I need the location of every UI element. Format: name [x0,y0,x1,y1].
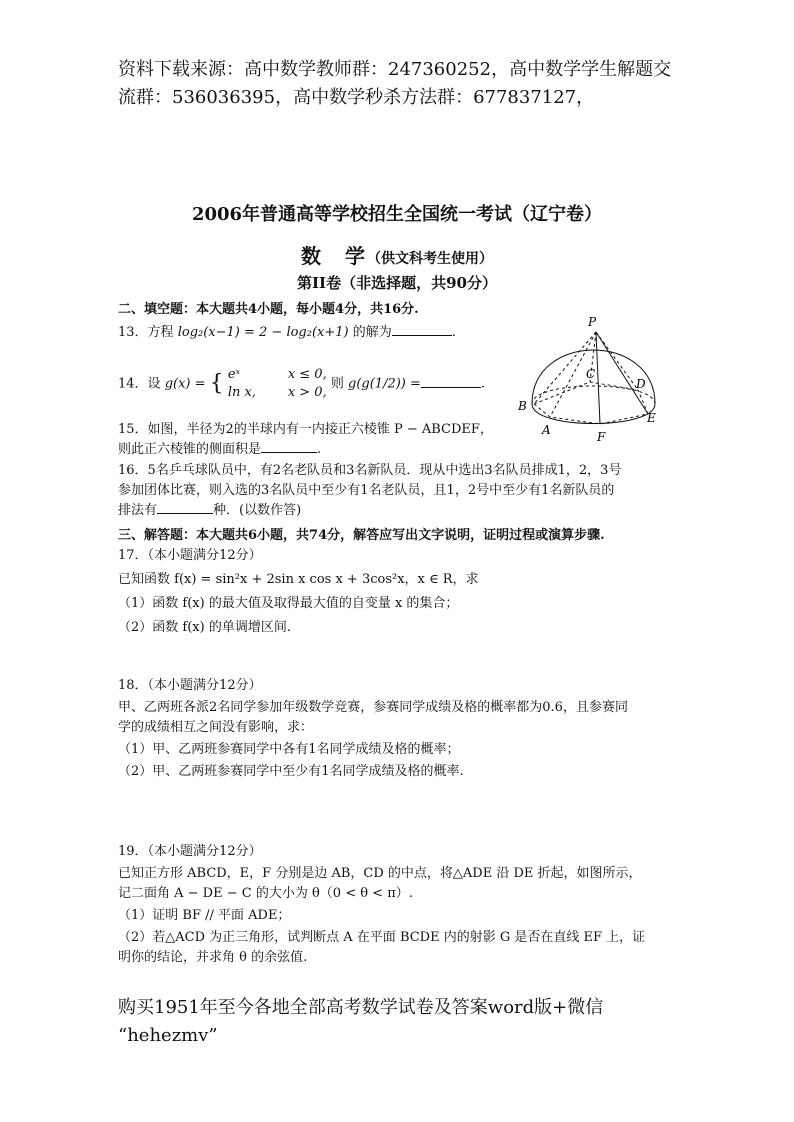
q19-stem-2: 记二面角 A − DE − C 的大小为 θ（0 < θ < π）. [118,886,413,901]
q14-case2-condition: x > 0, [287,385,327,400]
header-line-2: 流群：536036395，高中数学秒杀方法群：677837127， [118,87,595,108]
q15-line-2 [118,440,493,460]
footer-note [118,994,718,1050]
q14-case2-value: ln x, [227,385,256,400]
q18-stem-2: 学的成绩相互之间没有影响，求： [118,720,314,735]
label-C: C [586,367,596,381]
q17-stem: 已知函数 f(x) = sin²x + 2sin x cos x + 3cos²x，x ∈ R，求 [118,572,479,587]
q18-header: 18．（本小题满分12分） [118,678,262,693]
question-14 [118,366,485,402]
q14-mid: 则 [330,376,344,392]
label-D: D [636,377,646,391]
question-16 [118,461,621,521]
q13-suffix: 的解为 [352,325,392,340]
header-note [118,56,718,112]
q14-expression: g(g(1/2)) = [348,376,421,392]
q17-part-1: （1）函数 f(x) 的最大值及取得最大值的自变量 x 的集合； [118,596,459,611]
header-line-1: 资料下载来源：高中数学教师群：247360252，高中数学学生解题交 [118,59,672,80]
q15-text: 则此正六棱锥的侧面积是 [118,442,262,457]
question-19 [118,842,645,968]
q14-brace: { [209,371,224,396]
q16-answer-blank [157,501,213,514]
subject-note: （供文科考生使用） [367,251,493,267]
q15-answer-blank [261,440,317,453]
q19-stem-1: 已知正方形 ABCD，E，F 分别是边 AB，CD 的中点，将△ADE 沿 DE 折起，如图所示， [118,866,642,881]
q19-header: 19．（本小题满分12分） [118,844,262,859]
q19-part-1: （1）证明 BF // 平面 ADE； [118,908,291,923]
q14-case1-condition: x ≤ 0, [287,367,327,382]
q14-function-name: g(x) = [164,376,206,392]
q19-part-2b: 明你的结论，并求角 θ 的余弦值. [118,950,308,965]
q17-header: 17．（本小题满分12分） [118,548,262,563]
edge-PF [596,332,600,424]
q16-text-a: 排法有 [118,503,158,518]
footer-line-1: 购买1951年至今各地全部高考数学试卷及答案word版+微信 [118,997,604,1018]
section-2-heading: 二、填空题：本大题共4小题，每小题4分，共16分. [118,302,419,317]
q18-part-2: （2）甲、乙两班参赛同学中至少有1名同学成绩及格的概率. [118,764,464,779]
question-17 [118,546,479,638]
q13-prefix: 方程 [147,325,174,340]
q15-end: . [317,442,322,457]
q14-prefix: 设 [147,376,161,392]
exam-title: 2006年普通高等学校招生全国统一考试（辽宁卷） [191,204,603,225]
q18-stem-1: 甲、乙两班各派2名同学参加年级数学竞赛，参赛同学成绩及格的概率都为0.6，且参赛同 [118,700,628,715]
question-18 [118,676,628,782]
q14-case1-value: eˣ [227,367,241,382]
label-P: P [588,315,597,329]
q16-text-b: 种．(以数作答) [213,503,302,518]
subject-name: 数 学 [301,244,367,268]
label-E: E [647,411,656,425]
q15-line-1: 15．如图，半径为2的半球内有一内接正六棱锥 P − ABCDEF， [118,422,493,437]
q14-cases [228,366,327,402]
q19-part-2a: （2）若△ACD 为正三角形，试判断点 A 在平面 BCDE 内的射影 G 是否在直线 EF 上，证 [118,930,646,945]
q16-line-3 [118,501,621,521]
label-A: A [542,423,551,437]
footer-line-2: “hehezmv” [118,1025,218,1046]
q13-answer-blank [392,323,452,336]
hemisphere-pyramid-figure [510,312,670,447]
q13-end: . [451,325,456,340]
label-F: F [597,430,606,444]
edge-PE [596,332,648,414]
question-15 [118,420,493,460]
base-ellipse-front [532,404,655,424]
label-B: B [518,399,527,413]
part-title: 第II卷（非选择题，共90分） [297,274,497,292]
q16-line-1: 16．5名乒乓球队员中，有2名老队员和3名新队员．现从中选出3名队员排成1，2，3号 [118,463,622,478]
q14-end: . [480,376,486,392]
q17-part-2: （2）函数 f(x) 的单调增区间. [118,620,291,635]
question-13 [118,323,456,343]
subject-title [0,240,794,269]
hexagon-base [534,382,648,424]
q14-answer-blank [421,375,481,388]
q16-line-2: 参加团体比赛，则入选的3名队员中至少有1名老队员，且1，2号中至少有1名新队员的 [118,483,615,498]
q18-part-1: （1）甲、乙两班参赛同学中各有1名同学成绩及格的概率； [118,742,460,757]
q13-number: 13． [118,325,148,340]
q13-equation: log₂(x−1) = 2 − log₂(x+1) [177,325,349,340]
q14-number: 14． [118,376,148,392]
section-3-heading: 三、解答题：本大题共6小题，共74分，解答应写出文字说明，证明过程或演算步骤. [118,528,605,543]
